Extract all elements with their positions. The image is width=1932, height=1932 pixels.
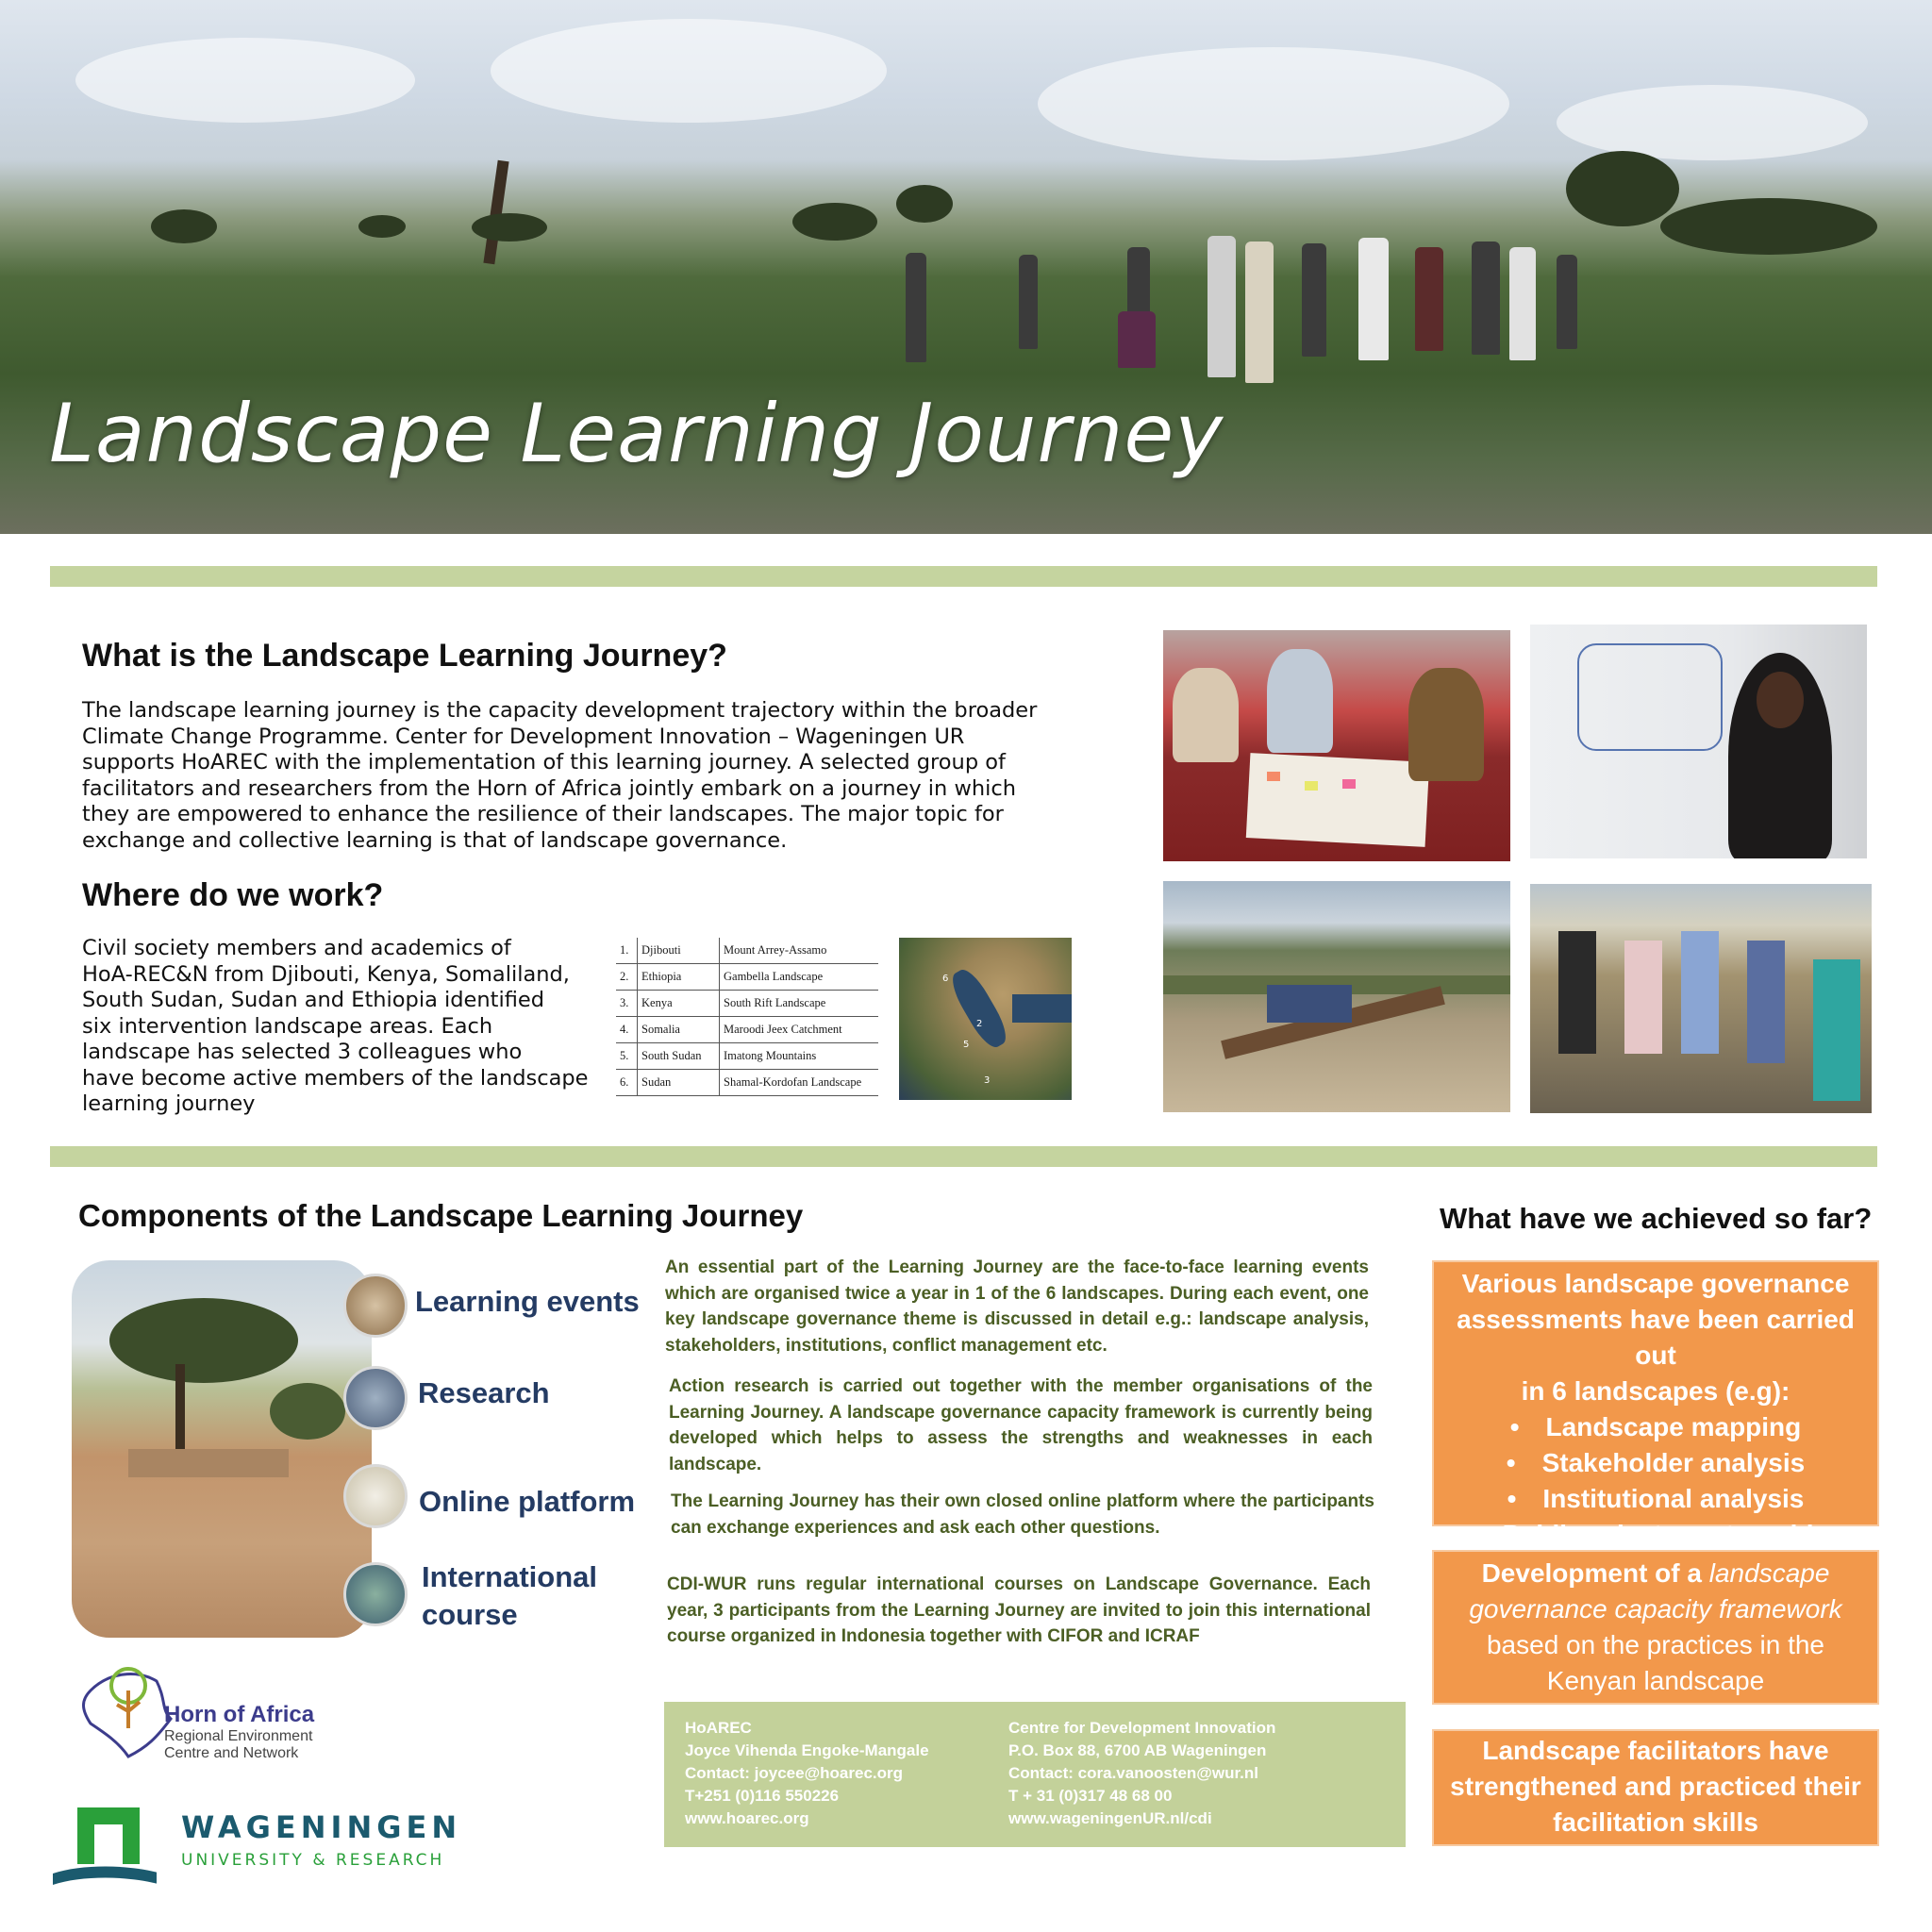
achievement-bullet: • Landscape mapping: [1434, 1409, 1877, 1445]
what-paragraph: [82, 698, 1101, 854]
where-heading: Where do we work?: [82, 877, 384, 913]
achievement-box-assessments: [1432, 1260, 1879, 1549]
table-cell: 1.: [616, 938, 638, 964]
achieved-heading: What have we achieved so far?: [1440, 1202, 1873, 1235]
table-cell: South Rift Landscape: [720, 991, 879, 1017]
map-label: 5: [963, 1040, 970, 1050]
contact-email-link[interactable]: Contact: joycee@hoarec.org: [685, 1764, 904, 1782]
table-row: [616, 1043, 878, 1070]
contact-line: HoAREC: [685, 1719, 752, 1737]
table-cell: 2.: [616, 964, 638, 991]
contact-cdi: [1008, 1717, 1275, 1830]
achievement-line: facilitation skills: [1553, 1807, 1758, 1837]
learning-events-icon: [343, 1274, 408, 1338]
achievement-text-italic: governance capacity framework: [1469, 1594, 1842, 1624]
hoarec-logo-sub: Regional Environment: [164, 1728, 313, 1744]
table-cell: South Sudan: [638, 1043, 720, 1070]
table-cell: Ethiopia: [638, 964, 720, 991]
achievement-line: Landscape facilitators have: [1482, 1736, 1829, 1765]
table-cell: 5.: [616, 1043, 638, 1070]
component-desc-international-course: CDI-WUR runs regular international courses on Landscape Governance. Each year, 3 participants from the Learning Journey are invited to join this international course organized in Indonesia together with CIFOR and ICRAF: [667, 1574, 1371, 1646]
achievement-box-framework: [1432, 1550, 1879, 1705]
where-line: have become active members of the landscape: [82, 1065, 589, 1091]
achievement-line: assessments have been carried out: [1457, 1305, 1855, 1370]
landscape-table: [616, 938, 878, 1096]
contact-line: P.O. Box 88, 6700 AB Wageningen: [1008, 1741, 1267, 1759]
components-photo: [72, 1260, 372, 1638]
achievement-bullet: • Institutional analysis: [1434, 1481, 1877, 1517]
where-line: Civil society members and academics of: [82, 936, 511, 960]
header-banner-photo: [0, 0, 1932, 534]
wageningen-logo-name: WAGENINGEN: [181, 1809, 462, 1845]
where-line: HoA-REC&N from Djibouti, Kenya, Somaliland,: [82, 961, 570, 987]
contact-line: Centre for Development Innovation: [1008, 1719, 1276, 1737]
table-cell: Djibouti: [638, 938, 720, 964]
component-label-learning-events: Learning events: [415, 1285, 640, 1318]
table-cell: Sudan: [638, 1070, 720, 1096]
achievement-box-facilitators: [1432, 1729, 1879, 1846]
map-label: 6: [942, 974, 949, 984]
international-course-icon: [343, 1562, 408, 1626]
africa-map-logo-icon: [72, 1653, 175, 1766]
map-label: 2: [976, 1019, 983, 1029]
contact-email-link[interactable]: Contact: cora.vanoosten@wur.nl: [1008, 1764, 1259, 1782]
table-cell: Gambella Landscape: [720, 964, 879, 991]
component-desc-online-platform: The Learning Journey has their own closed online platform where the participants can exchange experiences and ask each other questions.: [671, 1491, 1374, 1538]
table-cell: Maroodi Jeex Catchment: [720, 1017, 879, 1043]
component-desc-learning-events: An essential part of the Learning Journey are the face-to-face learning events which are organised twice a year in 1 of the 6 landscapes. During each event, one key landscape governance theme is discussed in detail e.g.: landscape analysis, stakeholders, institutions, conflict management etc.: [665, 1257, 1369, 1356]
online-platform-icon: [343, 1464, 408, 1528]
table-row: [616, 1070, 878, 1096]
what-heading: What is the Landscape Learning Journey?: [82, 638, 727, 674]
map-label: 3: [984, 1075, 991, 1086]
where-line: six intervention landscape areas. Each: [82, 1013, 493, 1039]
hoarec-logo-name: Horn of Africa: [164, 1702, 315, 1727]
achievement-text: Development of a: [1481, 1558, 1709, 1588]
contact-box: [664, 1702, 1406, 1847]
research-icon: [343, 1366, 408, 1430]
component-label-online-platform: Online platform: [419, 1485, 636, 1518]
table-cell: Kenya: [638, 991, 720, 1017]
what-line: Climate Change Programme. Center for Development Innovation – Wageningen UR: [82, 724, 965, 749]
what-line: supports HoAREC with the implementation of this learning journey. A selected group of: [82, 750, 1006, 774]
label-line: International: [422, 1560, 598, 1593]
what-line: facilitators and researchers from the Horn of Africa jointly embark on a journey in which: [82, 775, 1017, 801]
table-cell: Shamal-Kordofan Landscape: [720, 1070, 879, 1096]
table-row: [616, 991, 878, 1017]
achievement-line: Various landscape governance: [1461, 1269, 1850, 1298]
table-cell: Imatong Mountains: [720, 1043, 879, 1070]
label-line: course: [422, 1598, 518, 1631]
field-visit-photo-1: [1163, 881, 1510, 1112]
section-divider-middle: [50, 1146, 1877, 1167]
achievement-text-italic: landscape: [1708, 1558, 1830, 1588]
table-cell: 6.: [616, 1070, 638, 1096]
contact-line: T+251 (0)116 550226: [685, 1787, 840, 1805]
hoarec-logo-sub: Centre and Network: [164, 1745, 299, 1761]
region-map: [899, 938, 1072, 1100]
what-line: they are empowered to enhance the resilience of their landscapes. The major topic for: [82, 802, 1004, 826]
hoarec-logo: [72, 1653, 336, 1766]
where-line: landscape has selected 3 colleagues who: [82, 1040, 523, 1064]
what-line: exchange and collective learning is that of landscape governance.: [82, 827, 788, 853]
achievement-line: in 6 landscapes (e.g):: [1521, 1376, 1790, 1406]
component-label-international-course: [422, 1558, 597, 1634]
workshop-photo-1: [1163, 630, 1510, 861]
achievement-line: strengthened and practiced their: [1450, 1772, 1861, 1801]
table-row: [616, 964, 878, 991]
contact-hoarec: [685, 1717, 929, 1830]
wageningen-logo-sub: UNIVERSITY & RESEARCH: [181, 1851, 445, 1870]
achievement-line: based on the practices in the: [1486, 1630, 1824, 1659]
table-row: [616, 1017, 878, 1043]
page-title: Landscape Learning Journey: [49, 387, 1224, 481]
achievement-bullet-list: [1434, 1409, 1877, 1553]
contact-line: Joyce Vihenda Engoke-Mangale: [685, 1741, 929, 1759]
contact-line: T + 31 (0)317 48 68 00: [1008, 1787, 1173, 1805]
wageningen-logo-icon: [53, 1806, 157, 1890]
table-cell: 3.: [616, 991, 638, 1017]
what-line: The landscape learning journey is the capacity development trajectory within the broader: [82, 698, 1038, 723]
table-row: [616, 938, 878, 964]
achievement-bullet: • Public-private partnerships: [1434, 1517, 1877, 1553]
achievement-line: Kenyan landscape: [1546, 1666, 1765, 1695]
table-cell: Somalia: [638, 1017, 720, 1043]
components-heading: Components of the Landscape Learning Journey: [78, 1198, 804, 1233]
achievement-bullet: • Stakeholder analysis: [1434, 1445, 1877, 1481]
table-cell: Mount Arrey-Assamo: [720, 938, 879, 964]
where-paragraph: [82, 936, 610, 1118]
where-line: South Sudan, Sudan and Ethiopia identified: [82, 988, 545, 1012]
workshop-photo-2: [1530, 625, 1867, 858]
component-label-research: Research: [418, 1376, 550, 1409]
table-cell: 4.: [616, 1017, 638, 1043]
wageningen-logo: [53, 1806, 487, 1890]
section-divider-top: [50, 566, 1877, 587]
component-desc-research: Action research is carried out together with the member organisations of the Learning Journey. A landscape governance capacity framework is currently being developed which helps to assess the strengths and weaknesses in each landscape.: [669, 1376, 1373, 1474]
contact-website-link[interactable]: www.hoarec.org: [685, 1809, 809, 1827]
field-visit-photo-2: [1530, 884, 1872, 1113]
where-line: learning journey: [82, 1091, 256, 1116]
contact-website-link[interactable]: www.wageningenUR.nl/cdi: [1008, 1809, 1212, 1827]
